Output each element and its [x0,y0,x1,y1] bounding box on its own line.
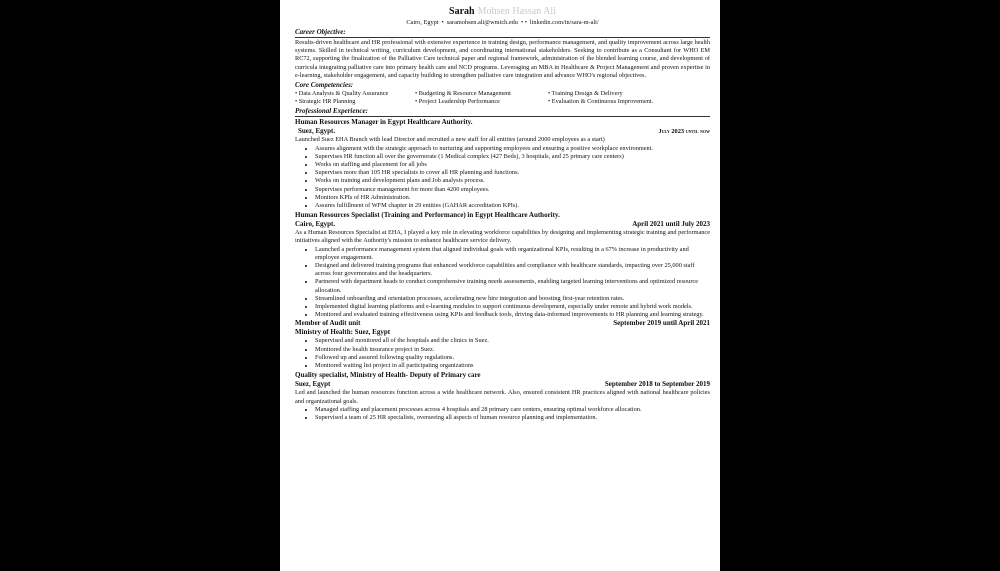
job-title-row [295,319,710,328]
job-bullets [295,145,710,211]
job-summary: As a Human Resources Specialist at EHA, I played a key role in elevating workforce capabilities by designing and implementing strategic training and performance initiatives aligned with the Authority's mission to enhance healthcare service delivery. [295,229,710,245]
job-meta-row [295,380,710,389]
job-title: Member of Audit unit [295,319,361,328]
bullet-item: • Supervises performance management for more than 4200 employees. [315,186,710,194]
job-dates: July 2023 until now [658,128,710,136]
separator: • • [520,19,527,26]
job-dates: September 2019 until April 2021 [613,319,710,328]
job-dates: September 2018 to September 2019 [604,380,710,389]
bullet-item: • Designed and delivered training programs that enhanced workforce capabilities and compliance with healthcare standards, impacting over 25,000 staff across four governorates and the headquarters. [315,262,710,278]
bullet-item: • Supervises more than 105 HR specialists to cover all HR planning and functions. [315,169,710,177]
bullet-item: • Supervises HR function all over the governorate (1 Medical complex (427 Beds), 3 hospitals, and 25 primary care centers) [315,153,710,161]
job-location: Ministry of Health: Suez, Egypt [295,328,391,337]
job-bullets [295,406,710,422]
competency-item: • Project Leadership Performance [415,98,500,106]
resume-name [295,6,710,18]
bullet-item: • Assures fulfillment of WFM chapter in 29 entities (GAHAR accreditation KPIs). [315,202,710,210]
objective-heading: Career Objective: [295,28,346,36]
competency-item: • Strategic HR Planning [295,98,356,106]
bullet-item: • Supervised a team of 25 HR specialists, overseeing all aspects of human resource planning and implementation. [315,414,710,422]
bullet-item: • Works on training and development plans and Job analysis process. [315,177,710,185]
bullet-item: • Managed staffing and placement processes across 4 hospitals and 28 primary care centers, ensuring optimal workforce allocation. [315,406,710,414]
bullet-item: • Streamlined onboarding and orientation processes, accelerating new hire integration and boosting first-year retention rates. [315,295,710,303]
contact-location: Cairo, Egypt [406,19,439,26]
bullet-item: • Launched a performance management system that aligned individual goals with organizational KPIs, resulting in a 67% increase in productivity and employee engagement. [315,246,710,262]
job-title: Human Resources Specialist (Training and Performance) in Egypt Healthcare Authority. [295,211,560,220]
competency-item: • Training Design & Delivery [548,90,623,98]
experience-heading: Professional Experience: [295,107,368,116]
bullet-item: • Supervised and monitored all of the hospitals and the clinics in Suez. [315,337,710,345]
job-location: Suez, Egypt [295,380,331,389]
section-divider [295,37,710,38]
contact-email[interactable]: saramohsen.ali@wmich.edu [446,19,518,26]
job-meta-row [295,127,710,136]
bullet-item: • Monitors KPIs of HR Administration. [315,194,710,202]
bullet-item: • Partnered with department heads to conduct comprehensive training needs assessments, enabling targeted learning interventions and optimized resource allocation. [315,278,710,294]
bullet-item: • Monitored and evaluated training effectiveness using KPIs and feedback tools, driving data-informed improvements to HR planning and learning strategy. [315,311,710,319]
job-meta-row [295,220,710,229]
resume-page [280,0,720,571]
section-divider [295,116,710,117]
competency-item: • Evaluation & Continuous Improvement. [548,98,654,106]
bullet-item: • Monitored the health insurance project in Suez. [315,346,710,354]
name-rest: Mohsen Hassan Ali [477,6,556,17]
job-title: Quality specialist, Ministry of Health- Deputy of Primary care [295,371,481,380]
separator: • [441,19,444,26]
job-location: Suez, Egypt. [298,127,336,136]
job-bullets [295,337,710,370]
bullet-item: • Followed up and assured following quality regulations. [315,354,710,362]
job-summary: Launched Suez EHA Branch with lead Director and recruited a new staff for all entities (around 2000 employees as a start) [295,136,605,144]
job-dates: April 2021 until July 2023 [632,220,710,229]
bullet-item: • Works on staffing and placement for all jobs [315,161,710,169]
contact-line [295,18,710,27]
contact-linkedin[interactable]: linkedin.com/in/sara-m-ali/ [529,19,599,26]
bullet-item: • Monitored waiting list project in all participating organizations [315,362,710,370]
bullet-item: • Assures alignment with the strategic approach to nurturing and supporting employees and ensuring a positive workplace environment. [315,145,710,153]
job-summary: Led and launched the human resources function across a wide healthcare network. Also, ensured consistent HR practices aligned with national healthcare policies and organizational goals. [295,389,710,405]
job-location: Cairo, Egypt. [295,220,336,229]
objective-text: Results-driven healthcare and HR professional with extensive experience in training design, performance management, and quality improvement across large health systems. Skilled in technical writing, curriculum development, and coordinating international stakeholders. Seeking to contribute as a Consultant for WHO EM RC72, supporting the finalization of the Palliative Care technical paper and regional framework, administration of the blended learning course, and development of curricula integrating palliative care into primary health care and NCD programs. Leveraging an MBA in Healthcare & Project Management and proven expertise in e-learning, stakeholder engagement, and capacity building to strengthen palliative care integration and advance WHO's regional objectives. [295,39,710,79]
competencies-heading: Core Competencies: [295,81,354,90]
job-bullets [295,246,710,320]
bullet-item: • Implemented digital learning platforms and e-learning modules to support continuous development, especially under remote and hybrid work models. [315,303,710,311]
job-title: Human Resources Manager in Egypt Healthcare Authority. [295,118,473,127]
competency-item: • Budgeting & Resource Management [415,90,511,98]
name-first: Sarah [449,6,475,17]
competency-item: • Data Analysis & Quality Assurance [295,90,389,98]
competencies-list [295,90,710,106]
